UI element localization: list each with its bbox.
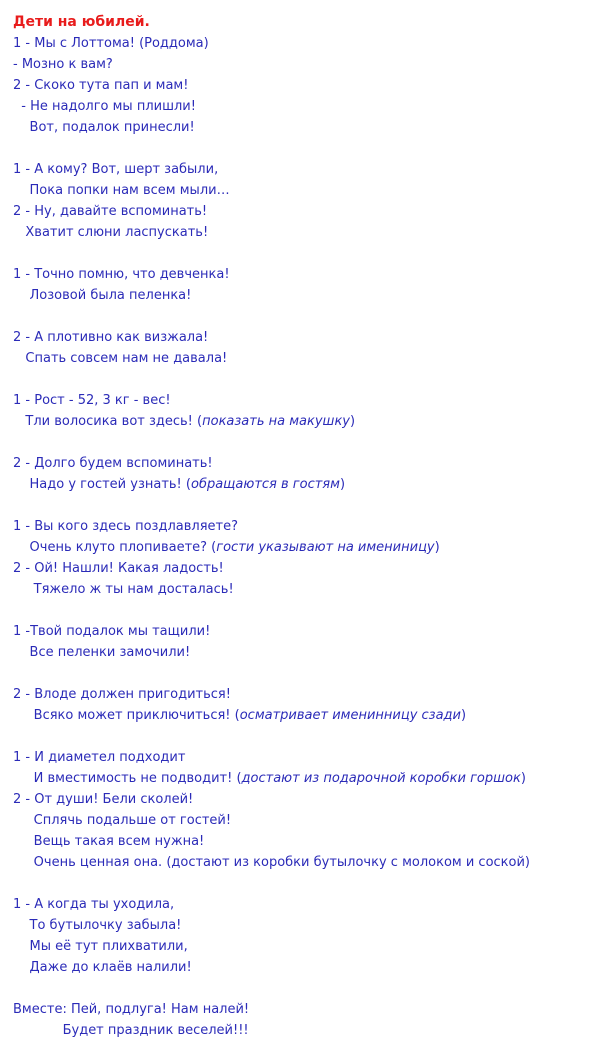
verse-line	[13, 579, 603, 600]
stanza-gap	[13, 495, 603, 516]
verse-text: 2 - Ой! Нашли! Какая ладость!	[13, 561, 224, 576]
verse-line	[13, 180, 603, 201]
verse-text: Даже до клаёв налили!	[13, 960, 192, 975]
verse-text: 1 - Вы кого здесь поздлавляете?	[13, 519, 238, 534]
verse-text: Сплячь подальше от гостей!	[13, 813, 232, 828]
verse-line	[13, 537, 603, 558]
verse-text: 2 - А плотивно как визжала!	[13, 330, 209, 345]
verse-line	[13, 96, 603, 117]
verse-text-end: )	[520, 771, 526, 786]
verse-line	[13, 75, 603, 96]
verse-text-end: )	[349, 414, 356, 429]
verse-line	[13, 117, 603, 138]
verse-line	[13, 390, 603, 411]
stage-direction: показать на макушку	[202, 414, 350, 429]
verse-text: - Мозно к вам?	[13, 57, 113, 72]
verse-line	[13, 684, 603, 705]
verse-line	[13, 33, 603, 54]
verse-line	[13, 768, 603, 789]
stanza-gap	[13, 138, 603, 159]
stanza-gap	[13, 663, 603, 684]
verse-line	[13, 705, 603, 726]
stanza-gap	[13, 369, 603, 390]
verse-line	[13, 348, 603, 369]
verse-line	[13, 747, 603, 768]
stanza-gap	[13, 243, 603, 264]
verse-line	[13, 558, 603, 579]
verse-text: Хватит слюни ласпускать!	[13, 225, 209, 240]
verse-line	[13, 789, 603, 810]
stanza-gap	[13, 873, 603, 894]
verse-text: 1 - А когда ты уходила,	[13, 897, 175, 912]
verse-text: Будет праздник веселей!!!	[13, 1023, 249, 1038]
verse-body	[13, 33, 603, 1041]
verse-line	[13, 159, 603, 180]
stanza-gap	[13, 978, 603, 999]
verse-line	[13, 957, 603, 978]
verse-text: Мы её тут плихватили,	[13, 939, 188, 954]
verse-text: Всяко может приключиться! (	[13, 708, 240, 723]
verse-line	[13, 936, 603, 957]
verse-text-end: )	[461, 708, 467, 723]
verse-line	[13, 999, 603, 1020]
verse-text: Все пеленки замочили!	[13, 645, 191, 660]
verse-text: - Не надолго мы плишли!	[13, 99, 196, 114]
stanza-gap	[13, 306, 603, 327]
verse-line	[13, 453, 603, 474]
stage-direction: гости указывают на имениницу	[216, 540, 435, 555]
verse-text: 1 - И диаметел подходит	[13, 750, 186, 765]
verse-line	[13, 327, 603, 348]
verse-line	[13, 516, 603, 537]
verse-text: 2 - От души! Бели сколей!	[13, 792, 194, 807]
verse-text: Очень клуто плопиваете? (	[13, 540, 217, 555]
verse-text: 2 - Влоде должен пригодиться!	[13, 687, 231, 702]
verse-line	[13, 852, 603, 873]
verse-text: Пока попки нам всем мыли…	[13, 183, 230, 198]
verse-line	[13, 411, 603, 432]
verse-line	[13, 1020, 603, 1041]
stage-direction: обращаются в гостям	[190, 477, 340, 492]
verse-text-end: )	[434, 540, 440, 555]
stage-direction: осматривает именинницу сзади	[239, 708, 461, 723]
verse-text: 2 - Ну, давайте вспоминать!	[13, 204, 208, 219]
verse-text: Надо у гостей узнать! (	[13, 477, 191, 492]
verse-text: Вместе: Пей, подлуга! Нам налей!	[13, 1002, 250, 1017]
verse-text: 1 -Твой подалок мы тащили!	[13, 624, 211, 639]
verse-text: 1 - Рост - 52, 3 кг - вес!	[13, 393, 171, 408]
verse-text: И вместимость не подводит! (	[13, 771, 242, 786]
stanza-gap	[13, 600, 603, 621]
verse-text: 2 - Долго будем вспоминать!	[13, 456, 213, 471]
verse-line	[13, 642, 603, 663]
verse-line	[13, 894, 603, 915]
verse-text: Спать совсем нам не давала!	[13, 351, 228, 366]
document-title: Дети на юбилей.	[13, 14, 150, 30]
verse-line	[13, 831, 603, 852]
verse-text-end: )	[339, 477, 346, 492]
verse-text: То бутылочку забыла!	[13, 918, 182, 933]
verse-line	[13, 915, 603, 936]
verse-text: Вот, подалок принесли!	[13, 120, 195, 135]
verse-text: Лозовой была пеленка!	[13, 288, 192, 303]
verse-text: Вещь такая всем нужна!	[13, 834, 205, 849]
verse-line	[13, 285, 603, 306]
verse-text: 2 - Скоко тута пап и мам!	[13, 78, 189, 93]
verse-line	[13, 621, 603, 642]
verse-line	[13, 201, 603, 222]
stanza-gap	[13, 432, 603, 453]
verse-line	[13, 264, 603, 285]
document	[13, 12, 603, 1041]
verse-line	[13, 54, 603, 75]
verse-text: Очень ценная она. (достают из коробки бутылочку с молоком и соской)	[13, 855, 530, 870]
verse-line	[13, 474, 603, 495]
verse-text: 1 - Точно помню, что девченка!	[13, 267, 230, 282]
stanza-gap	[13, 726, 603, 747]
verse-text: 1 - А кому? Вот, шерт забыли,	[13, 162, 219, 177]
verse-line	[13, 222, 603, 243]
stage-direction: достают из подарочной коробки горшок	[241, 771, 521, 786]
verse-text: 1 - Мы с Лоттома! (Роддома)	[13, 36, 209, 51]
verse-line	[13, 810, 603, 831]
verse-text: Тяжело ж ты нам досталась!	[13, 582, 234, 597]
verse-text: Тли волосика вот здесь! (	[13, 414, 203, 429]
